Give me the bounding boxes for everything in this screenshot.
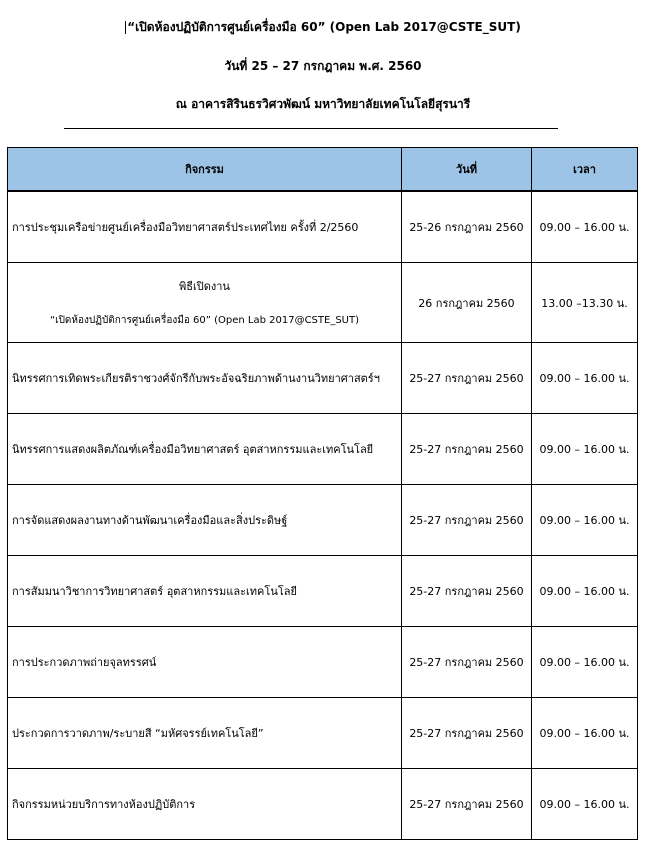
activity-cell: ประกวดการวาดภาพ/ระบายสี “มหัศจรรย์เทคโนโลยี” [8, 698, 402, 769]
time-cell: 09.00 – 16.00 น. [532, 191, 638, 263]
opening-ceremony-label: พิธีเปิดงาน [179, 280, 230, 293]
activity-cell: นิทรรศการแสดงผลิตภัณฑ์เครื่องมือวิทยาศาสตร์ อุตสาหกรรมและเทคโนโลยี [8, 414, 402, 485]
activity-cell: นิทรรศการเทิดพระเกียรติราชวงศ์จักรีกับพระอัจฉริยภาพด้านงานวิทยาศาสตร์ฯ [8, 343, 402, 414]
table-row [8, 769, 638, 840]
event-date-line: วันที่ 25 – 27 กรกฎาคม พ.ศ. 2560 [224, 59, 422, 73]
time-cell: 09.00 – 16.00 น. [532, 343, 638, 414]
time-cell: 09.00 – 16.00 น. [532, 627, 638, 698]
column-header-time: เวลา [532, 148, 638, 192]
date-cell: 25-27 กรกฎาคม 2560 [402, 627, 532, 698]
date-cell: 25-27 กรกฎาคม 2560 [402, 769, 532, 840]
time-cell: 13.00 –13.30 น. [532, 263, 638, 343]
activity-cell: การจัดแสดงผลงานทางด้านพัฒนาเครื่องมือและสิ่งประดิษฐ์ [8, 485, 402, 556]
event-venue-line: ณ อาคารสิรินธรวิศวพัฒน์ มหาวิทยาลัยเทคโนโลยีสุรนารี [175, 97, 471, 111]
table-row [8, 414, 638, 485]
date-cell: 25-27 กรกฎาคม 2560 [402, 343, 532, 414]
schedule-table [7, 147, 638, 840]
document-title [0, 18, 646, 37]
activity-cell [8, 263, 402, 343]
date-cell: 25-27 กรกฎาคม 2560 [402, 698, 532, 769]
table-row [8, 485, 638, 556]
table-row [8, 191, 638, 263]
time-cell: 09.00 – 16.00 น. [532, 485, 638, 556]
date-cell: 25-27 กรกฎาคม 2560 [402, 485, 532, 556]
table-row [8, 698, 638, 769]
activity-cell: การประชุมเครือข่ายศูนย์เครื่องมือวิทยาศาสตร์ประเทศไทย ครั้งที่ 2/2560 [8, 191, 402, 263]
header-divider [64, 128, 558, 129]
time-cell: 09.00 – 16.00 น. [532, 698, 638, 769]
activity-cell: การประกวดภาพถ่ายจุลทรรศน์ [8, 627, 402, 698]
activity-cell: กิจกรรมหน่วยบริการทางห้องปฏิบัติการ [8, 769, 402, 840]
table-row-opening-ceremony [8, 263, 638, 343]
column-header-activity: กิจกรรม [8, 148, 402, 192]
time-cell: 09.00 – 16.00 น. [532, 414, 638, 485]
date-cell: 25-26 กรกฎาคม 2560 [402, 191, 532, 263]
opening-ceremony-event-name: “เปิดห้องปฏิบัติการศูนย์เครื่องมือ 60” (Open Lab 2017@CSTE_SUT) [49, 315, 360, 326]
table-row [8, 343, 638, 414]
time-cell: 09.00 – 16.00 น. [532, 769, 638, 840]
activity-cell: การสัมมนาวิชาการวิทยาศาสตร์ อุตสาหกรรมและเทคโนโลยี [8, 556, 402, 627]
time-cell: 09.00 – 16.00 น. [532, 556, 638, 627]
table-row [8, 556, 638, 627]
date-cell: 25-27 กรกฎาคม 2560 [402, 556, 532, 627]
document-title-text: “เปิดห้องปฏิบัติการศูนย์เครื่องมือ 60” (Open Lab 2017@CSTE_SUT) [127, 20, 521, 34]
date-cell: 26 กรกฎาคม 2560 [402, 263, 532, 343]
column-header-date: วันที่ [402, 148, 532, 192]
date-cell: 25-27 กรกฎาคม 2560 [402, 414, 532, 485]
table-row [8, 627, 638, 698]
table-header-row [8, 148, 638, 192]
